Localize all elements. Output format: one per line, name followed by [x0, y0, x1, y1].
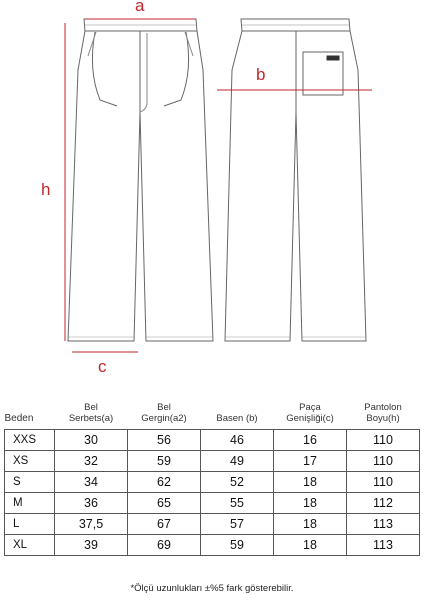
measurement-cell: 67: [128, 514, 201, 535]
pants-back-view: [225, 19, 366, 341]
measurement-cell: 34: [55, 472, 128, 493]
column-header: Bel Serbets(a): [68, 402, 114, 424]
size-label-cell: S: [5, 472, 55, 493]
measurement-cell: 36: [55, 493, 128, 514]
size-label-cell: XXS: [5, 430, 55, 451]
measurement-cell: 110: [347, 451, 420, 472]
measurement-cell: 113: [347, 514, 420, 535]
dim-label-b: b: [256, 65, 266, 84]
measurement-cell: 18: [274, 535, 347, 556]
size-label-cell: L: [5, 514, 55, 535]
size-label-cell: XL: [5, 535, 55, 556]
measurement-cell: 56: [128, 430, 201, 451]
measurement-cell: 39: [55, 535, 128, 556]
size-row: [5, 430, 420, 451]
dim-label-h: h: [41, 180, 51, 199]
dim-label-a: a: [135, 0, 145, 15]
measurement-cell: 57: [201, 514, 274, 535]
measurement-cell: 18: [274, 493, 347, 514]
measurement-cell: 110: [347, 430, 420, 451]
measurement-cell: 69: [128, 535, 201, 556]
size-row: [5, 451, 420, 472]
measurement-cell: 112: [347, 493, 420, 514]
measurement-cell: 62: [128, 472, 201, 493]
measurement-cell: 32: [55, 451, 128, 472]
measurement-cell: 52: [201, 472, 274, 493]
size-row: [5, 472, 420, 493]
measurement-cell: 18: [274, 472, 347, 493]
measurement-cell: 59: [128, 451, 201, 472]
column-header: Bel Gergin(a2): [141, 402, 187, 424]
size-chart-table: [4, 388, 420, 556]
size-row: [5, 535, 420, 556]
column-header: Pantolon Boyu(h): [364, 402, 402, 424]
size-row: [5, 514, 420, 535]
size-chart-body: [5, 430, 420, 556]
measurement-cell: 59: [201, 535, 274, 556]
column-header: Basen (b): [216, 413, 258, 424]
measurement-cell: 37,5: [55, 514, 128, 535]
measurement-cell: 110: [347, 472, 420, 493]
size-chart-header-row: [5, 388, 420, 430]
dim-label-c: c: [98, 357, 107, 376]
column-header: Beden: [4, 413, 34, 424]
measurement-cell: 16: [274, 430, 347, 451]
measurement-cell: 30: [55, 430, 128, 451]
measurement-cell: 113: [347, 535, 420, 556]
measurement-cell: 65: [128, 493, 201, 514]
measurement-tolerance-note: *Ölçü uzunlukları ±%5 fark gösterebilir.: [130, 583, 294, 594]
column-header: Paça Genişliği(c): [286, 402, 334, 424]
size-row: [5, 493, 420, 514]
pants-front-view: [68, 19, 213, 341]
measurement-cell: 49: [201, 451, 274, 472]
measurement-cell: 55: [201, 493, 274, 514]
size-label-cell: XS: [5, 451, 55, 472]
dimension-lines: [65, 19, 372, 352]
size-label-cell: M: [5, 493, 55, 514]
measurement-cell: 18: [274, 514, 347, 535]
measurement-cell: 46: [201, 430, 274, 451]
measurement-cell: 17: [274, 451, 347, 472]
